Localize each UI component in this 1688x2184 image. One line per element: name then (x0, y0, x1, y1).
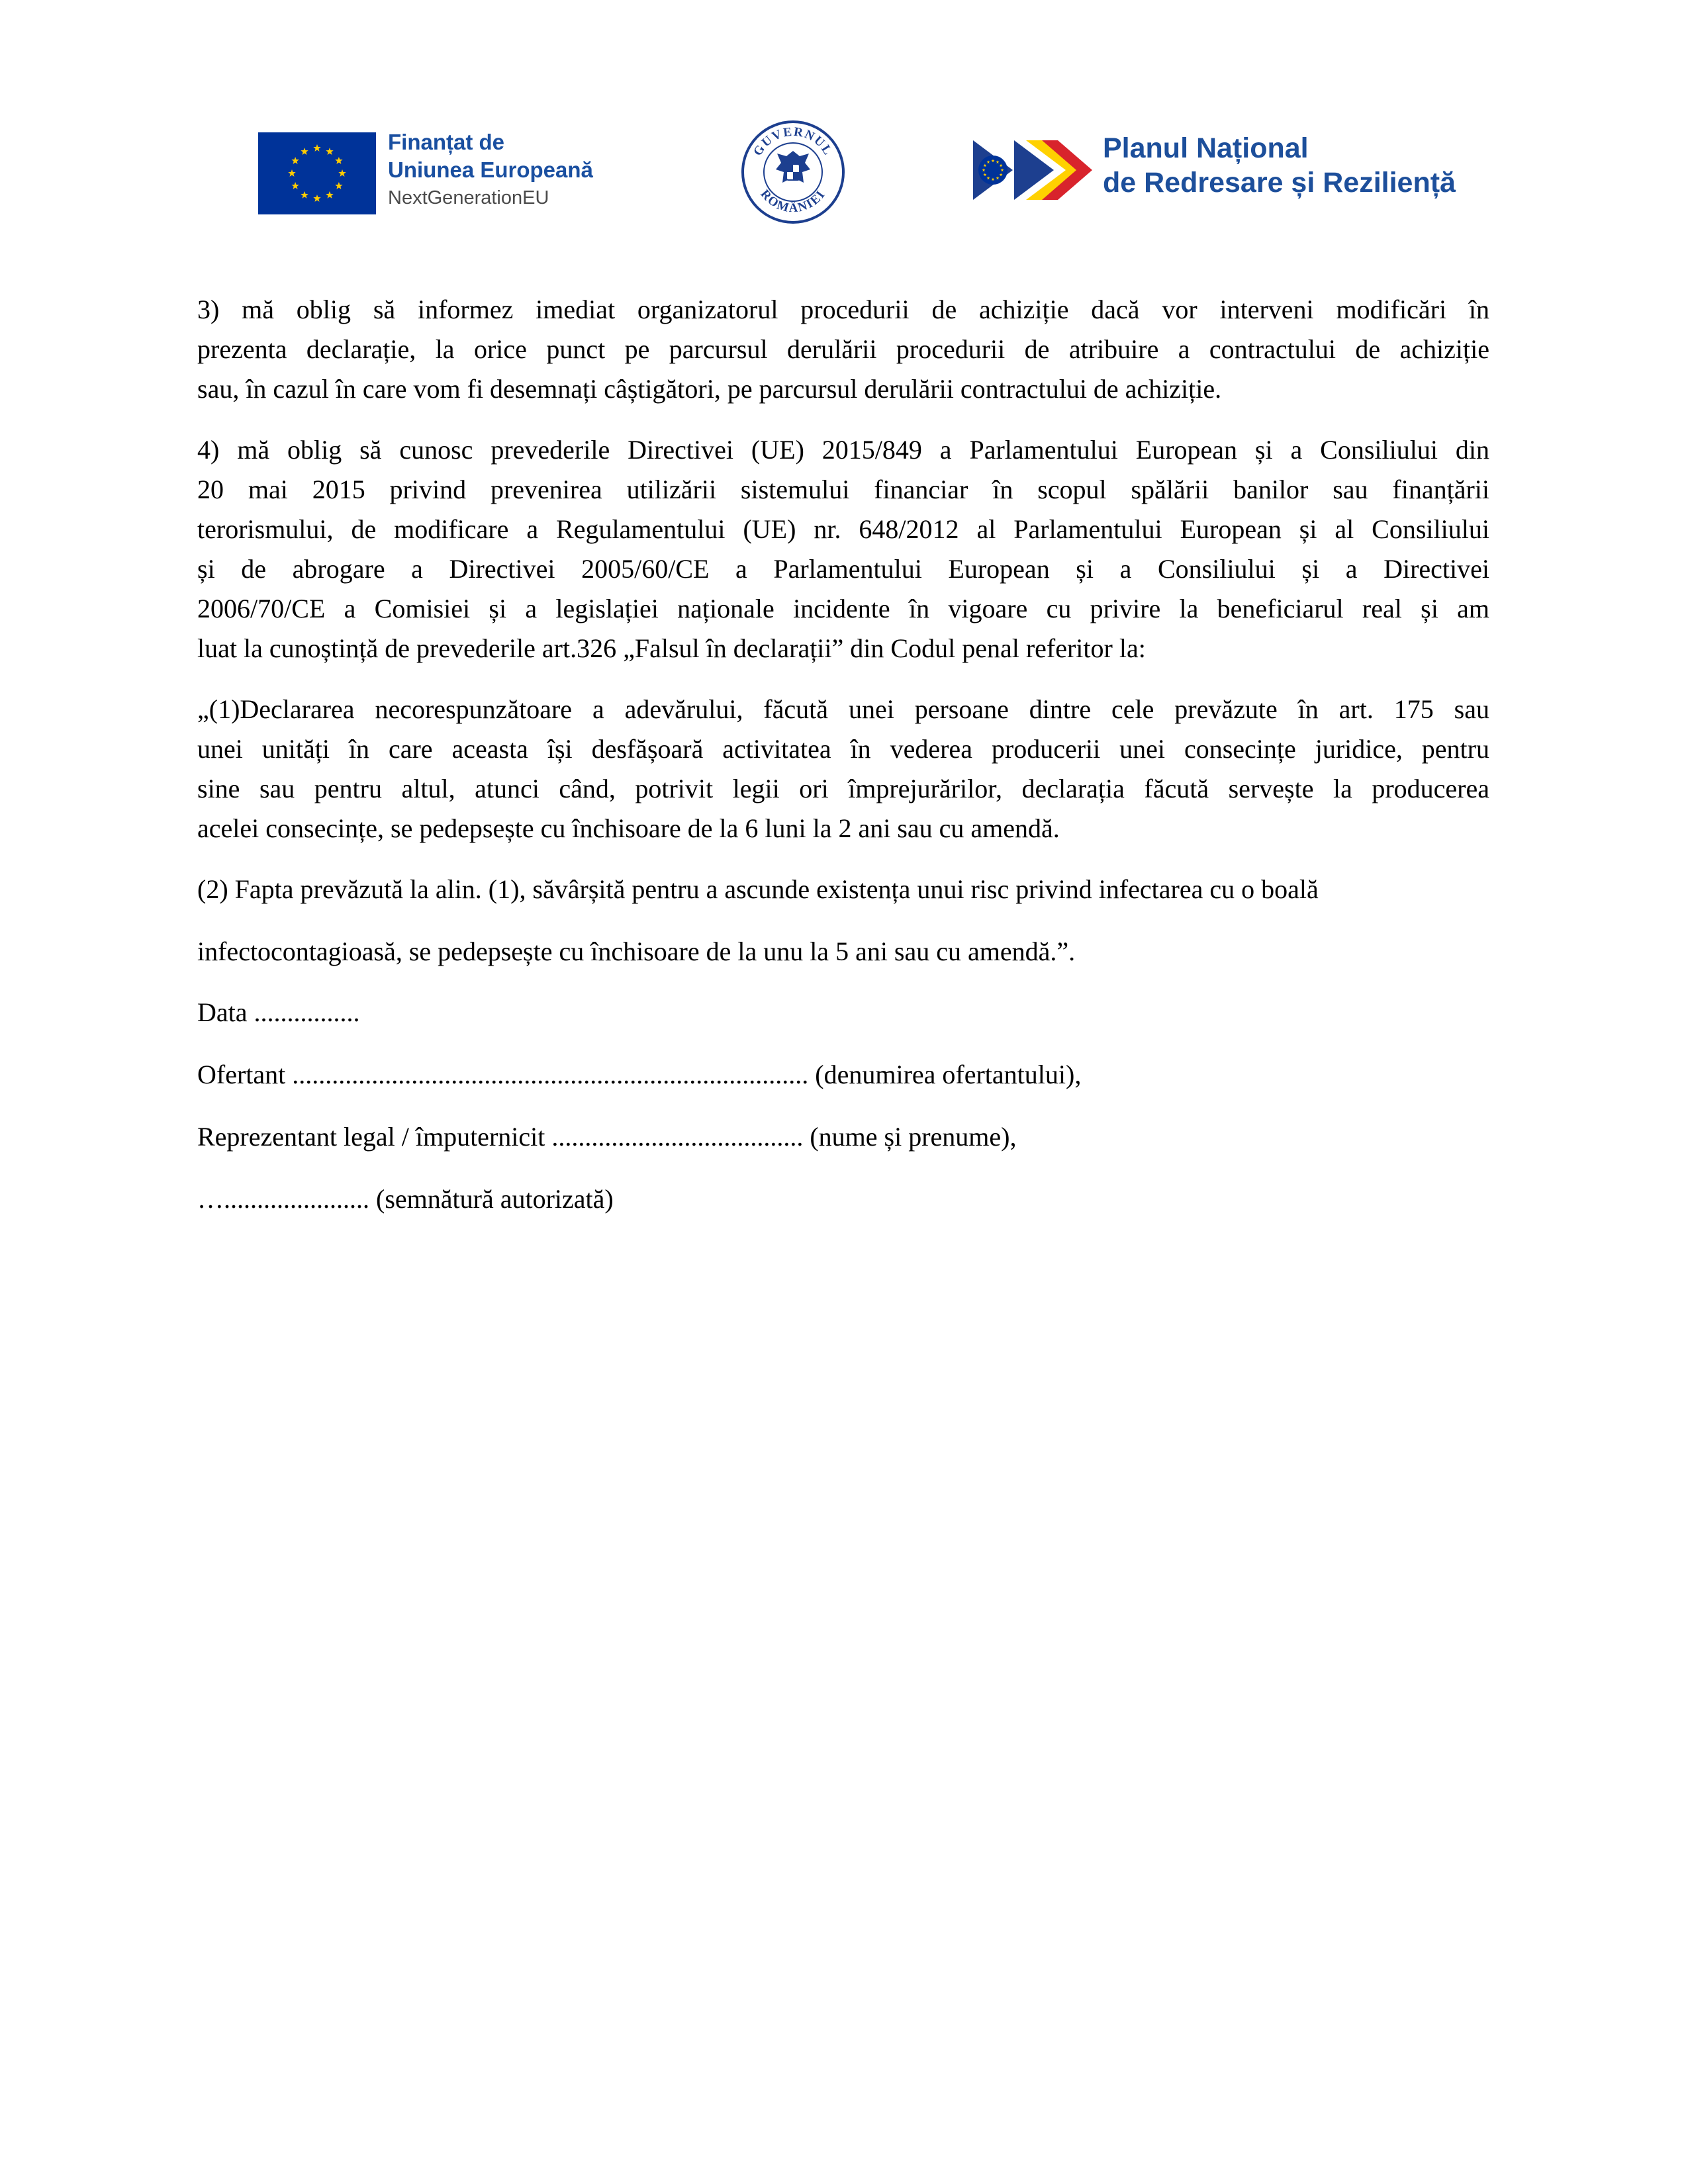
legal-quote-2 (197, 870, 1489, 972)
paragraph-4 (197, 430, 1489, 668)
eu-funding-logo (258, 132, 629, 218)
paragraph-line: sine sau pentru altul, atunci când, potrivit legii ori împrejurărilor, declarația făcută servește la producerea (197, 774, 1489, 803)
paragraph-line: acelei consecințe, se pedepsește cu închisoare de la 6 luni la 2 ani sau cu amendă. (197, 813, 1060, 843)
legal-representative-line: Reprezentant legal / împuternicit ...................................... (nume și prenume), (197, 1122, 1017, 1152)
pnrr-arrow-icon (973, 134, 1092, 206)
pnrr-logo (973, 134, 1489, 220)
eu-funding-text (388, 128, 639, 212)
declaration-body (197, 290, 1489, 1242)
government-seal-icon (740, 119, 846, 225)
romanian-government-seal (740, 119, 846, 225)
seal-bottom-text: ROMÂNIEI (757, 187, 829, 216)
pnrr-line1: Planul Național (1103, 132, 1309, 164)
eu-funding-line2: Uniunea Europeană (388, 158, 593, 182)
paragraph-line: prezenta declarație, la orice punct pe parcursul derulării procedurii de atribuire a contractului de achiziție (197, 334, 1489, 364)
paragraph-line: și de abrogare a Directivei 2005/60/CE a Parlamentului European și a Consiliului și a Directivei (197, 554, 1489, 584)
paragraph-line: infectocontagioasă, se pedepsește cu închisoare de la unu la 5 ani sau cu amendă.”. (197, 936, 1076, 966)
seal-top-text: GUVERNUL (751, 124, 835, 159)
paragraph-line: unei unități în care aceasta își desfășoară activitatea în vederea producerii unei consecințe juridice, pentru (197, 734, 1489, 764)
page-header (0, 113, 1688, 238)
eu-flag-icon (258, 132, 376, 214)
paragraph-line: 3) mă oblig să informez imediat organizatorul procedurii de achiziție dacă vor interveni modificări în (197, 295, 1489, 324)
legal-quote-1 (197, 690, 1489, 848)
bidder-line: Ofertant .............................................................................. (denumirea ofertantului), (197, 1060, 1082, 1089)
pnrr-line2: de Redresare și Reziliență (1103, 167, 1456, 199)
paragraph-line: luat la cunoștință de prevederile art.326 „Falsul în declarații” din Codul penal referitor la: (197, 633, 1146, 663)
paragraph-line: 4) mă oblig să cunosc prevederile Directivei (UE) 2015/849 a Parlamentului European și a Consiliului din (197, 435, 1489, 465)
paragraph-line: „(1)Declararea necorespunzătoare a adevărului, făcută unei persoane dintre cele prevăzute în art. 175 sau (197, 694, 1489, 724)
paragraph-line: 20 mai 2015 privind prevenirea utilizării sistemului financiar în scopul spălării banilor sau finanțării (197, 475, 1489, 504)
paragraph-3 (197, 290, 1489, 409)
paragraph-line: 2006/70/CE a Comisiei și a legislației naționale incidente în vigoare cu privire la beneficiarul real și am (197, 594, 1489, 623)
eu-funding-line1: Finanțat de (388, 130, 505, 154)
pnrr-text (1103, 131, 1500, 200)
eu-funding-line3: NextGenerationEU (388, 187, 549, 208)
paragraph-line: terorismului, de modificare a Regulamentului (UE) nr. 648/2012 al Parlamentului European și al Consiliului (197, 514, 1489, 544)
date-line: Data ................ (197, 997, 360, 1027)
paragraph-line: sau, în cazul în care vom fi desemnați câștigători, pe parcursul derulării contractului de achiziție. (197, 374, 1222, 404)
signature-line: …...................... (semnătură autorizată) (197, 1184, 614, 1214)
paragraph-line: (2) Fapta prevăzută la alin. (1), săvârșită pentru a ascunde existența unui risc privind infectarea cu o boală (197, 874, 1319, 904)
